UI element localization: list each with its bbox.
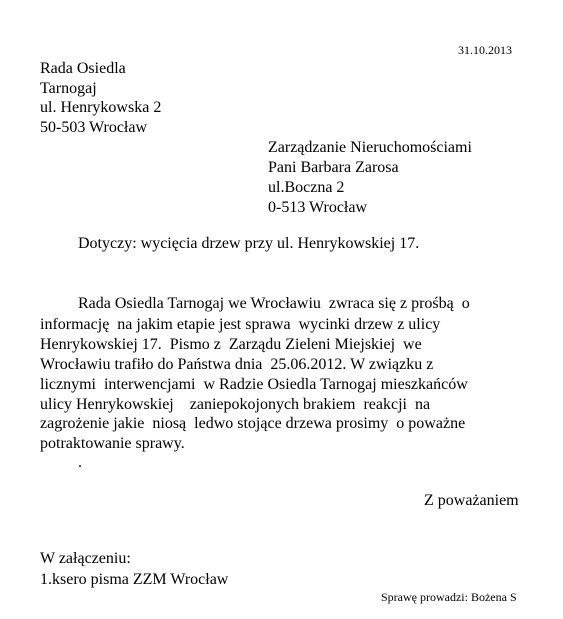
sender-line: 50-503 Wrocław — [40, 119, 148, 136]
body-line: ulicy Henrykowskiej zaniepokojonych brakiem reakcji na — [40, 396, 431, 413]
attachment-item: 1.ksero pisma ZZM Wrocław — [40, 571, 229, 588]
recipient-line: Zarządzanie Nieruchomościami — [268, 139, 472, 156]
handled-by-note: Sprawę prowadzi: Bożena S — [381, 590, 517, 604]
body-trailing-dot: . — [78, 454, 82, 471]
recipient-line: 0-513 Wrocław — [268, 199, 368, 216]
recipient-line: ul.Boczna 2 — [268, 179, 345, 196]
letter-subject: Dotyczy: wycięcia drzew przy ul. Henrykowskiej 17. — [78, 235, 420, 252]
letter-date: 31.10.2013 — [458, 43, 512, 57]
body-line: Rada Osiedla Tarnogaj we Wrocławiu zwraca się z prośbą o — [78, 295, 470, 312]
body-line: informację na jakim etapie jest sprawa wycinki drzew z ulicy — [40, 316, 441, 333]
body-line: licznymi interwencjami w Radzie Osiedla Tarnogaj mieszkańców — [40, 376, 468, 393]
body-line: zagrożenie jakie niosą ledwo stojące drzewa prosimy o poważne — [40, 415, 466, 432]
letter-closing: Z poważaniem — [424, 492, 519, 509]
sender-line: Rada Osiedla — [40, 60, 126, 77]
sender-line: Tarnogaj — [40, 80, 97, 97]
attachments-heading: W załączeniu: — [40, 550, 131, 567]
body-line: Wrocławiu trafiło do Państwa dnia 25.06.2012. W związku z — [40, 356, 434, 373]
body-line: Henrykowskiej 17. Pismo z Zarządu Zieleni Miejskiej we — [40, 336, 422, 353]
sender-line: ul. Henrykowska 2 — [40, 99, 162, 116]
recipient-line: Pani Barbara Zarosa — [268, 159, 399, 176]
body-line: potraktowanie sprawy. — [40, 435, 185, 452]
